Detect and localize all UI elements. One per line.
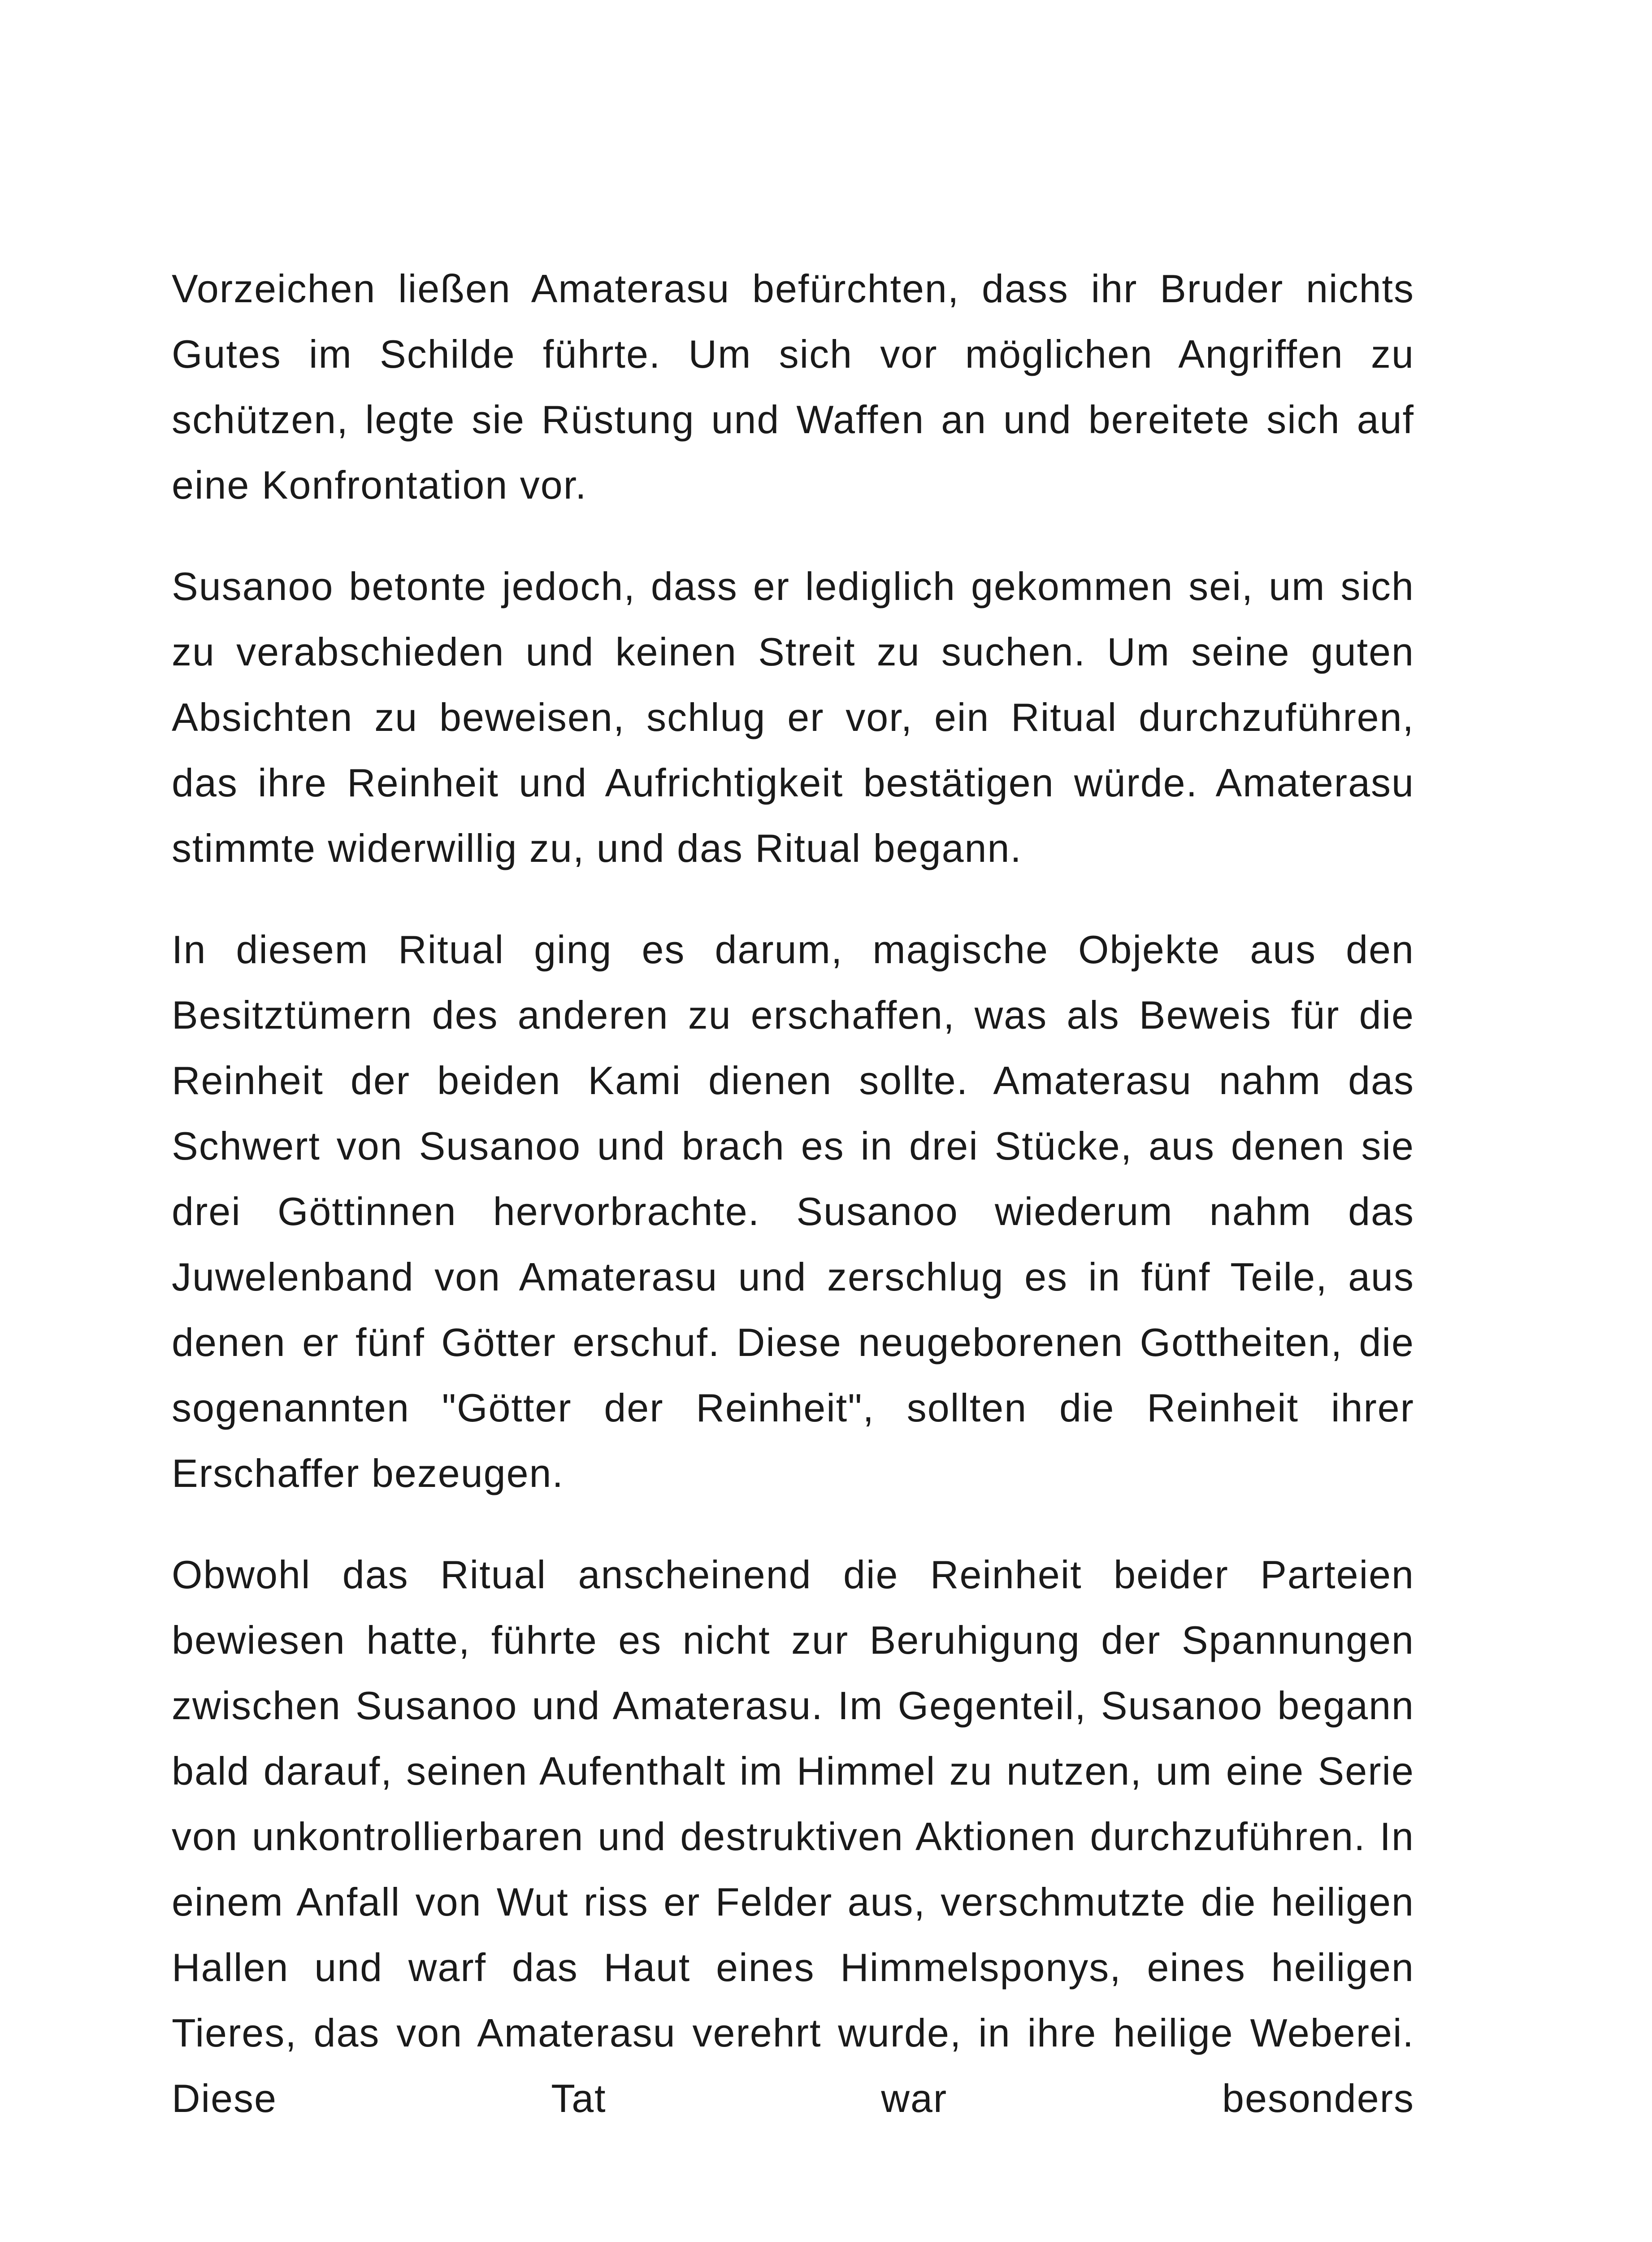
paragraph-4: Obwohl das Ritual anscheinend die Reinheit beider Parteien bewiesen hatte, führte es nicht zur Beruhigung der Spannungen zwischen Susanoo und Amaterasu. Im Gegenteil, Susanoo begann bald darauf, seinen Aufenthalt im Himmel zu nutzen, um eine Serie von unkontrollierbaren und destruktiven Aktionen durchzuführen. In einem Anfall von Wut riss er Felder aus, verschmutzte die heiligen Hallen und warf das Haut eines Himmelsponys, eines heiligen Tieres, das von Amaterasu verehrt wurde, in ihre heilige Weberei. Diese Tat war besonders [172, 1552, 1414, 2120]
paragraph-1: Vorzeichen ließen Amaterasu befürchten, dass ihr Bruder nichts Gutes im Schilde führte. Um sich vor möglichen Angriffen zu schützen, legte sie Rüstung und Waffen an und bereitete sich auf eine Konfrontation vor. [172, 266, 1414, 507]
body-text [172, 256, 1414, 2167]
paragraph-2: Susanoo betonte jedoch, dass er lediglich gekommen sei, um sich zu verabschieden und keinen Streit zu suchen. Um seine guten Absichten zu beweisen, schlug er vor, ein Ritual durchzuführen, das ihre Reinheit und Aufrichtigkeit bestätigen würde. Amaterasu stimmte widerwillig zu, und das Ritual begann. [172, 564, 1414, 870]
paragraph-3: In diesem Ritual ging es darum, magische Objekte aus den Besitztümern des anderen zu erschaffen, was als Beweis für die Reinheit der beiden Kami dienen sollte. Amaterasu nahm das Schwert von Susanoo und brach es in drei Stücke, aus denen sie drei Göttinnen hervorbrachte. Susanoo wiederum nahm das Juwelenband von Amaterasu und zerschlug es in fünf Teile, aus denen er fünf Götter erschuf. Diese neugeborenen Gottheiten, die sogenannten "Götter der Reinheit", sollten die Reinheit ihrer Erschaffer bezeugen. [172, 927, 1414, 1495]
